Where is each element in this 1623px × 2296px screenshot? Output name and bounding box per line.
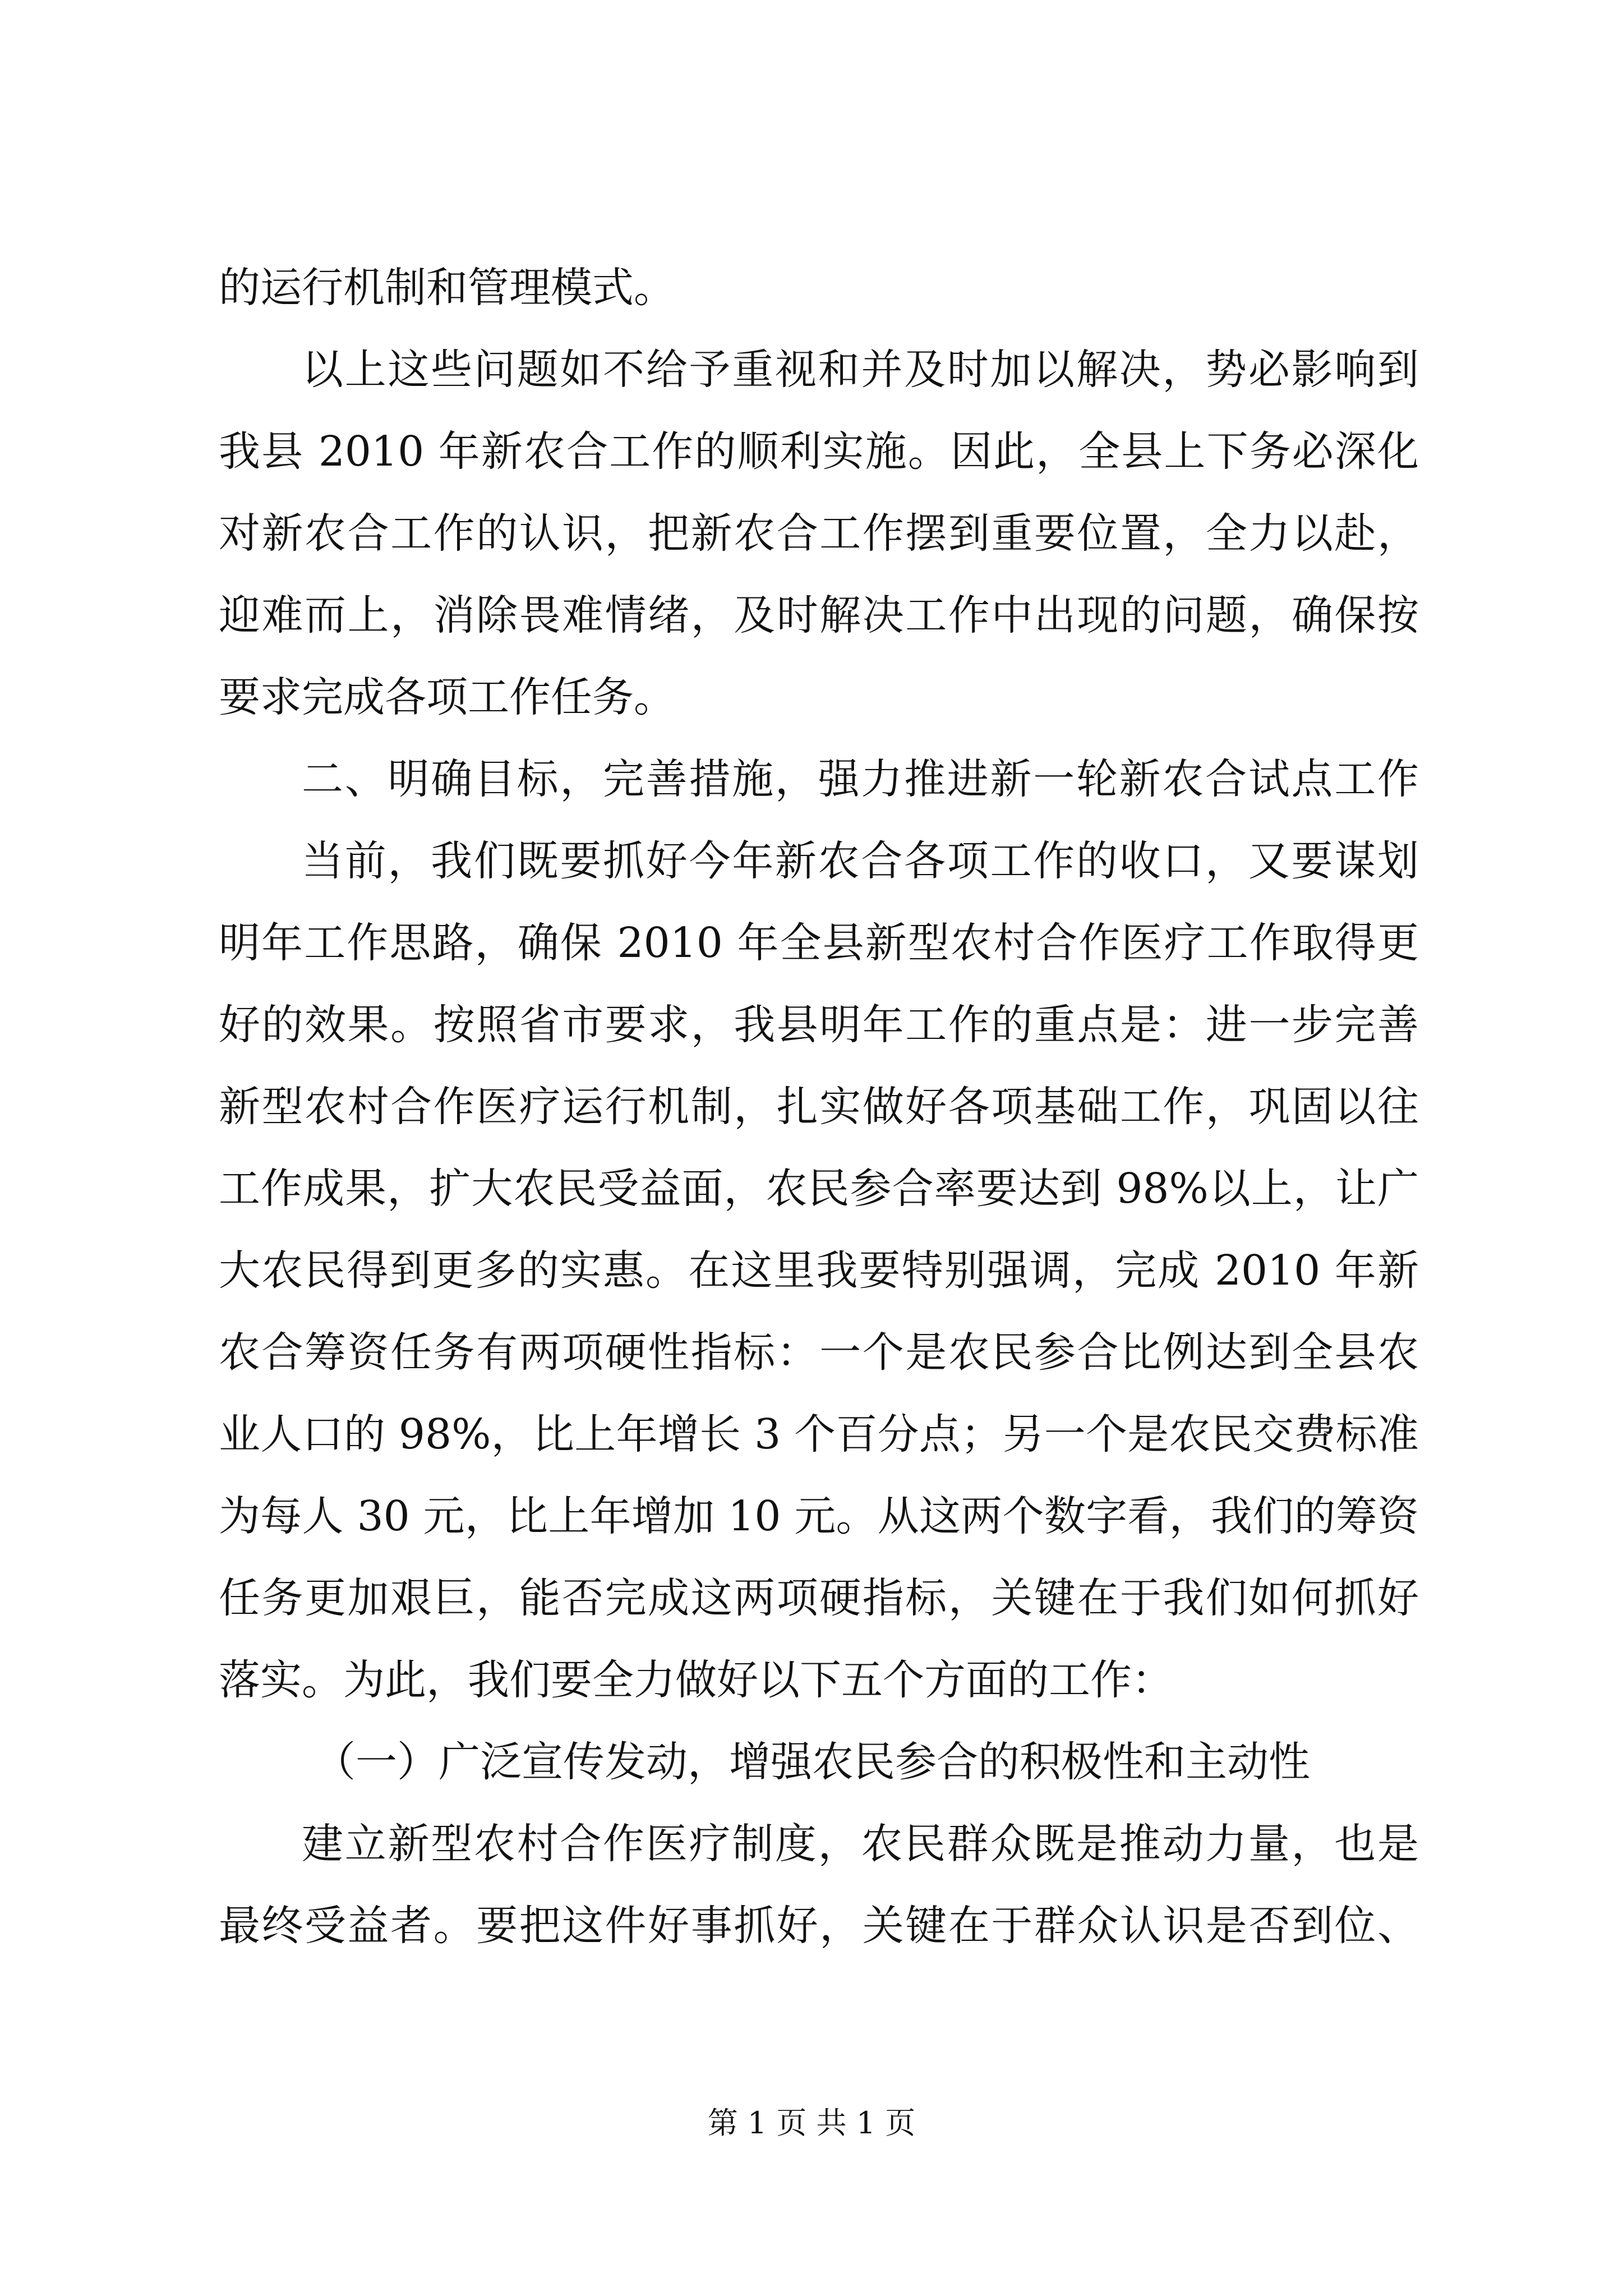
text-line: 的运行机制和管理模式。 bbox=[219, 264, 675, 312]
text-line: 工作成果，扩大农民受益面，农民参合率要达到 98%以上，让广 bbox=[219, 1165, 1419, 1213]
text-line: 好的效果。按照省市要求，我县明年工作的重点是：进一步完善 bbox=[219, 1001, 1419, 1049]
text-line: 最终受益者。要把这件好事抓好，关键在于群众认识是否到位、 bbox=[219, 1902, 1419, 1950]
text-line: 当前，我们既要抓好今年新农合各项工作的收口，又要谋划 bbox=[302, 837, 1419, 885]
text-line: 任务更加艰巨，能否完成这两项硬指标，关键在于我们如何抓好 bbox=[219, 1574, 1419, 1622]
text-line: 迎难而上，消除畏难情绪，及时解决工作中出现的问题，确保按 bbox=[219, 591, 1419, 639]
text-line: 农合筹资任务有两项硬性指标：一个是农民参合比例达到全县农 bbox=[219, 1328, 1419, 1377]
document-body bbox=[219, 247, 1419, 1967]
text-line: 以上这些问题如不给予重视和并及时加以解决，势必影响到 bbox=[302, 346, 1419, 394]
page-footer: 第 1 页 共 1 页 bbox=[707, 2105, 916, 2141]
subsection-heading: （一）广泛宣传发动，增强农民参合的积极性和主动性 bbox=[314, 1738, 1310, 1786]
text-line: 明年工作思路，确保 2010 年全县新型农村合作医疗工作取得更 bbox=[219, 919, 1419, 967]
section-heading: 二、明确目标，完善措施，强力推进新一轮新农合试点工作 bbox=[302, 755, 1419, 803]
text-line: 为每人 30 元，比上年增加 10 元。从这两个数字看，我们的筹资 bbox=[219, 1492, 1419, 1540]
text-line: 落实。为此，我们要全力做好以下五个方面的工作： bbox=[219, 1656, 1173, 1704]
text-line: 对新农合工作的认识，把新农合工作摆到重要位置，全力以赴， bbox=[219, 509, 1419, 558]
text-line: 要求完成各项工作任务。 bbox=[219, 673, 675, 721]
text-line: 我县 2010 年新农合工作的顺利实施。因此，全县上下务必深化 bbox=[219, 427, 1419, 476]
text-line: 新型农村合作医疗运行机制，扎实做好各项基础工作，巩固以往 bbox=[219, 1083, 1419, 1131]
text-line: 建立新型农村合作医疗制度，农民群众既是推动力量，也是 bbox=[302, 1820, 1419, 1868]
text-line: 业人口的 98%，比上年增长 3 个百分点；另一个是农民交费标准 bbox=[219, 1410, 1419, 1458]
text-line: 大农民得到更多的实惠。在这里我要特别强调，完成 2010 年新 bbox=[219, 1246, 1419, 1295]
